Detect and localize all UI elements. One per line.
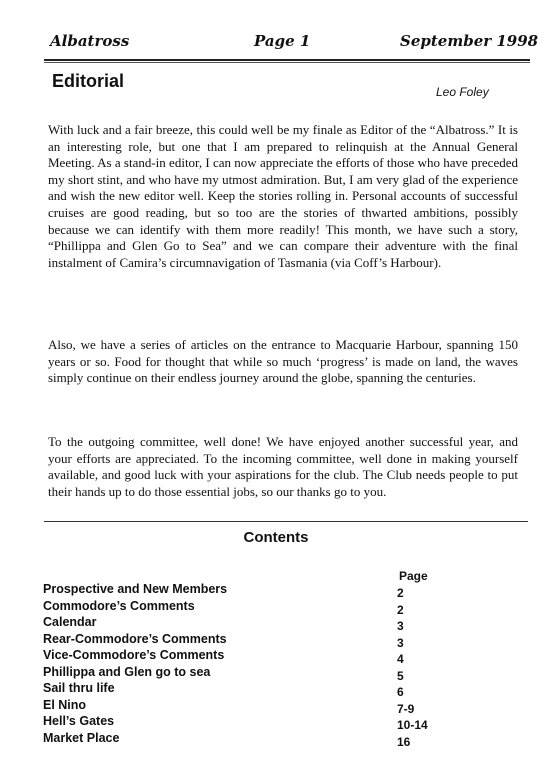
contents-title: Contents	[243, 529, 309, 546]
contents-item-page: 3	[397, 635, 404, 650]
issue-date: September 1998	[400, 32, 539, 50]
contents-item-title: Vice-Commodore’s Comments	[43, 648, 225, 662]
contents-item-title: Hell’s Gates	[43, 714, 115, 728]
contents-item-page: 3	[397, 619, 404, 633]
contents-item-page: 6	[397, 685, 404, 699]
contents-item-title: Calendar	[43, 615, 97, 629]
contents-item	[43, 714, 503, 731]
contents-item	[43, 582, 503, 599]
contents-item-page: 16	[397, 734, 411, 749]
editorial-title: Editorial	[52, 71, 125, 91]
contents-item-page: 10-14	[397, 718, 428, 732]
contents-item-title: Market Place	[43, 730, 120, 745]
contents-item	[43, 731, 503, 748]
editorial-author: Leo Foley	[436, 85, 489, 99]
contents-item	[43, 599, 503, 616]
contents-item-page: 2	[397, 586, 404, 600]
contents-item	[43, 632, 503, 649]
contents-item	[43, 698, 503, 715]
contents-item-title: Prospective and New Members	[43, 582, 228, 596]
contents-item-title: Commodore’s Comments	[43, 598, 195, 613]
contents-divider	[44, 521, 528, 522]
contents-list	[43, 582, 503, 747]
contents-item	[43, 648, 503, 665]
contents-item-page: 7-9	[397, 701, 415, 716]
contents-item-title: El Nino	[43, 697, 87, 712]
contents-item-page: 4	[397, 652, 404, 666]
contents-page-heading: Page	[399, 569, 428, 583]
contents-item	[43, 681, 503, 698]
contents-item	[43, 615, 503, 632]
publication-name: Albatross	[50, 32, 130, 50]
contents-item-title: Sail thru life	[43, 681, 115, 695]
editorial-paragraph-2: Also, we have a series of articles on the entrance to Macquarie Harbour, spanning 150 years or so. Food for thought that while so much ‘progress’ is made on land, the waves simply continue on their endless journey around the globe, spanning the centuries.	[48, 337, 518, 386]
contents-item	[43, 665, 503, 682]
editorial-paragraph-1: With luck and a fair breeze, this could well be my finale as Editor of the “Albatross.” It is an interesting role, but one that I am prepared to relinquish at the Annual General Meeting. As a stand-in editor, I can now appreciate the efforts of those who have preceded my short stint, and who have my utmost admiration. But, I am very glad of the experience and wish the new editor well. Keep the stories rolling in. Personal accounts of successful cruises are good reading, but so too are the stories of thwarted ambitions, possibly because we can identify with them more readily! This month, we have such a story, “Phillippa and Glen Go to Sea” and we can compare their adventure with the final instalment of Camira’s circumnavigation of Tasmania (via Coff’s Harbour).	[48, 122, 518, 270]
header-divider	[44, 59, 530, 63]
contents-item-title: Rear-Commodore’s Comments	[43, 631, 227, 646]
editorial-paragraph-3: To the outgoing committee, well done! We have enjoyed another successful year, and your efforts are appreciated. To the incoming committee, well done in making yourself available, and good luck with your aspirations for the club. The Club needs people to put their hands up to do those essential jobs, so our thanks go to you.	[48, 434, 518, 499]
contents-item-title: Phillippa and Glen go to sea	[43, 664, 211, 679]
contents-item-page: 5	[397, 668, 404, 683]
contents-item-page: 2	[397, 602, 404, 617]
page-number: Page 1	[254, 32, 311, 50]
